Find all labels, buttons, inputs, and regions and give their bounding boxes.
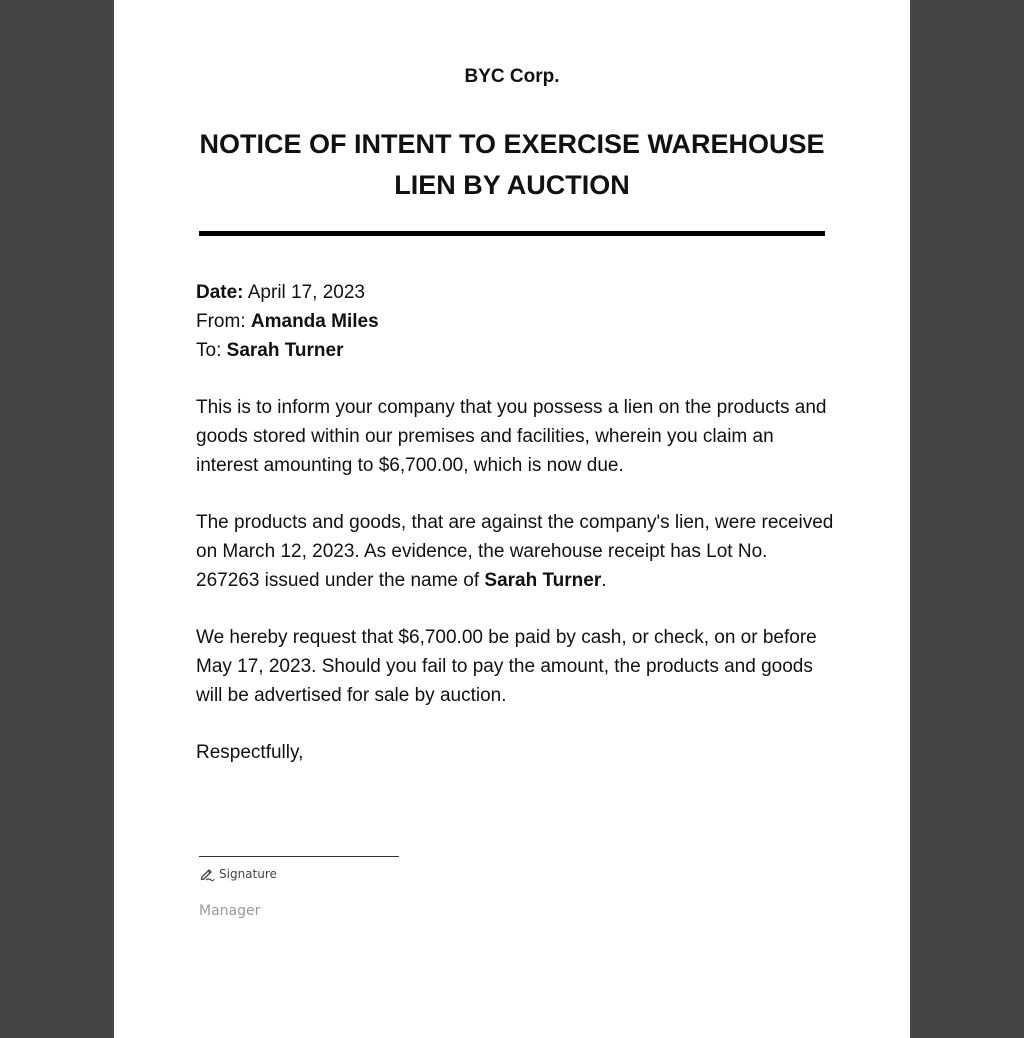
from-value: Amanda Miles (250, 311, 379, 332)
paragraph2-name: Sarah Turner (484, 570, 602, 591)
date-value: April 17, 2023 (247, 282, 365, 303)
company-name: BYC Corp. (464, 66, 560, 87)
closing-text: Respectfully, (196, 742, 304, 763)
pen-signature-icon (199, 866, 215, 882)
paragraph-payment-request: We hereby request that $6,700.00 be paid by cash, or check, on or before May 17, 2023. Should you fail to pay the amount, the products and goods will be advertised for sale by auction. (196, 627, 817, 706)
to-value: Sarah Turner (226, 340, 344, 361)
date-label: Date: (196, 282, 244, 303)
signer-role: Manager (199, 903, 261, 919)
from-line (196, 307, 836, 336)
signature-field[interactable] (199, 866, 277, 882)
title-divider (199, 231, 825, 236)
signature-label: Signature (219, 867, 277, 881)
document-page (114, 0, 910, 1038)
to-line (196, 336, 836, 365)
signature-line (199, 856, 399, 857)
to-label: To: (196, 340, 222, 361)
paragraph2-end: . (601, 570, 607, 591)
date-line (196, 278, 836, 307)
document-title: NOTICE OF INTENT TO EXERCISE WAREHOUSE LIEN BY AUCTION (199, 129, 825, 200)
header-fields (196, 278, 836, 365)
paragraph-lien-notice: This is to inform your company that you possess a lien on the products and goods stored within our premises and facilities, wherein you claim an interest amounting to $6,700.00, which is now due. (196, 397, 827, 476)
from-label: From: (196, 311, 246, 332)
paragraph2-text: The products and goods, that are against the company's lien, were received on March 12, 2023. As evidence, the warehouse receipt has Lot No. 267263 issued under the name of (196, 512, 834, 591)
paragraph-goods-received (196, 508, 836, 595)
